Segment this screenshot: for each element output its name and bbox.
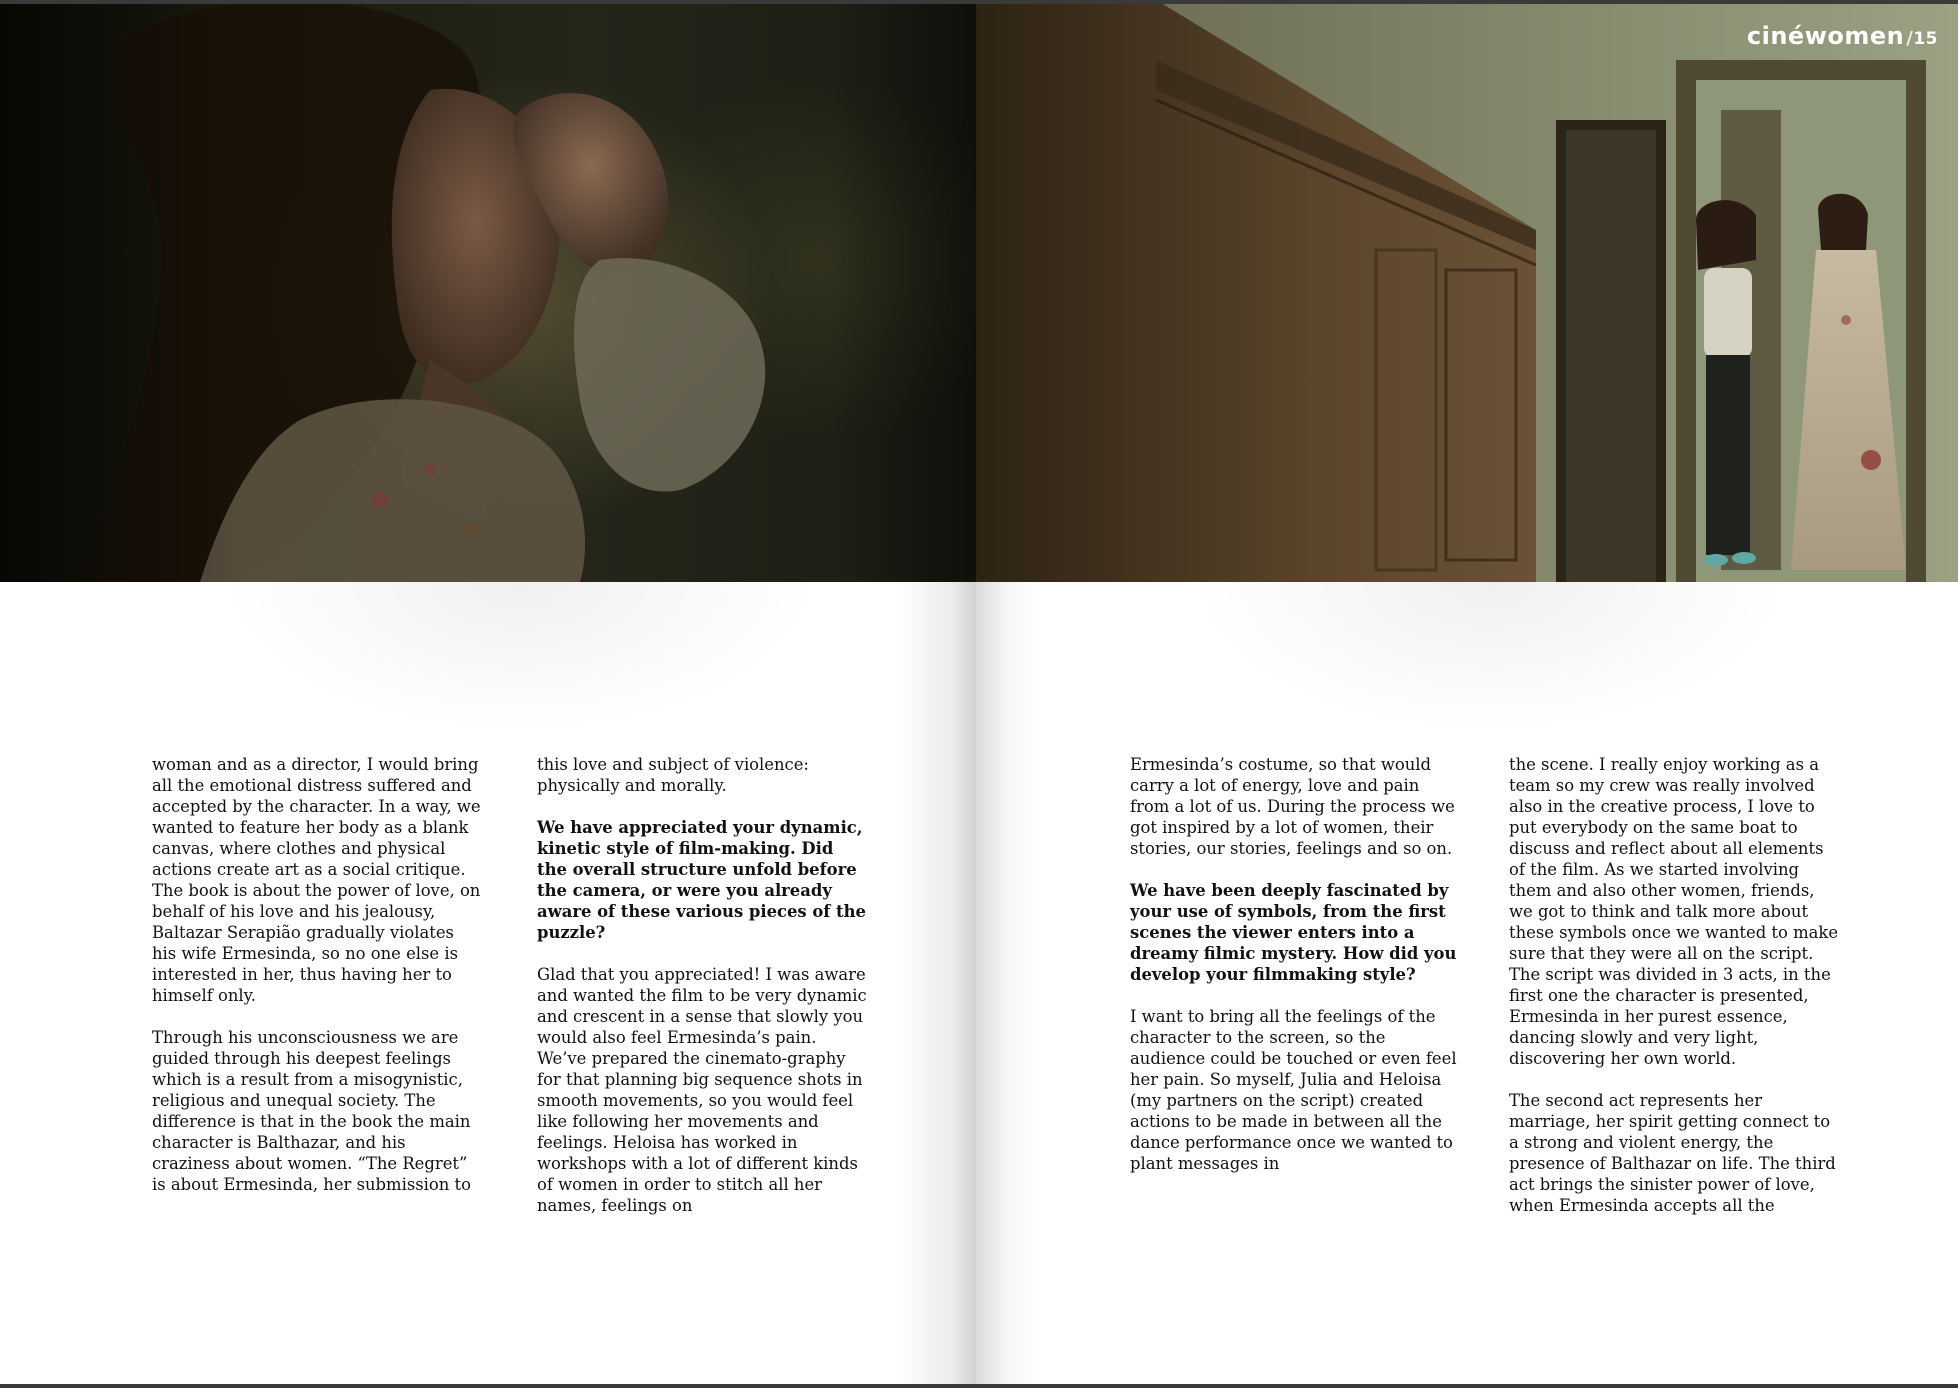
masthead — [1747, 22, 1938, 50]
photo-hallway-two-women-icon — [976, 0, 1958, 582]
gutter-shadow-left — [900, 582, 976, 1388]
page-number: 15 — [1913, 29, 1938, 49]
photo-left — [0, 0, 976, 582]
page-shading-left — [220, 582, 820, 732]
body-paragraph: the scene. I really enjoy working as a team so my crew was really involved also in the creative process, I love to put everybody on the same boat to discuss and reflect about all elements of the film. As we started involving them and also other women, friends, we got to think and talk more about these symbols once we wanted to make sure that they were all on the script. The script was divided in 3 acts, in the first one the character is presented, Ermesinda in her purest essence, dancing slowly and very light, discovering her own world. — [1509, 755, 1839, 1068]
bottom-edge — [0, 1384, 1958, 1388]
body-paragraph: The second act represents her marriage, her spirit getting connect to a strong and violent energy, the presence of Balthazar on life. The third act brings the sinister power of love, when Ermesinda accepts all the — [1509, 1091, 1836, 1215]
page-shading-right — [1190, 582, 1790, 732]
text-column-4 — [1509, 754, 1839, 1216]
interview-question: We have been deeply fascinated by your use of symbols, from the first scenes the viewer enters into a dreamy filmic mystery. How did you develop your filmmaking style? — [1130, 881, 1457, 984]
photo-right — [976, 0, 1958, 582]
gutter-shadow-right — [976, 582, 1036, 1388]
photo-woman-hand-on-forehead-icon — [0, 0, 976, 582]
text-column-3 — [1130, 754, 1460, 1174]
top-edge — [0, 0, 1958, 4]
masthead-separator: / — [1906, 28, 1914, 49]
body-paragraph: Ermesinda’s costume, so that would carry a lot of energy, love and pain from a lot of us. During the process we got inspired by a lot of women, their stories, our stories, feelings and so on. — [1130, 755, 1455, 858]
body-paragraph: this love and subject of violence: physically and morally. — [537, 755, 809, 795]
body-paragraph: woman and as a director, I would bring all the emotional distress suffered and accepted by the character. In a way, we wanted to feature her body as a blank canvas, where clothes and physical actions create art as a social critique. The book is about the power of love, on behalf of his love and his jealousy, Baltazar Serapião gradually violates his wife Ermesinda, so no one else is interested in her, thus having her to himself only. — [152, 755, 481, 1005]
body-paragraph: Glad that you appreciated! I was aware and wanted the film to be very dynamic and crescent in a sense that slowly you would also feel Ermesinda’s pain. We’ve prepared the cinemato-graphy for that planning big sequence shots in smooth movements, so you would feel like following her movements and feelings. Heloisa has worked in workshops with a lot of different kinds of women in order to stitch all her names, feelings on — [537, 965, 867, 1215]
body-paragraph: Through his unconsciousness we are guided through his deepest feelings which is a result from a misogynistic, religious and unequal society. The difference is that in the book the main character is Balthazar, and his craziness about women. “The Regret” is about Ermesinda, her submission to — [152, 1028, 471, 1194]
body-paragraph: I want to bring all the feelings of the character to the screen, so the audience could be touched or even feel her pain. So myself, Julia and Heloisa (my partners on the script) created actions to be made in between all the dance performance once we wanted to plant messages in — [1130, 1007, 1457, 1173]
text-column-2 — [537, 754, 867, 1216]
interview-question: We have appreciated your dynamic, kinetic style of film-making. Did the overall structure unfold before the camera, or were you already aware of these various pieces of the puzzle? — [537, 818, 866, 942]
masthead-brand: cinéwomen — [1746, 22, 1905, 50]
text-column-1 — [152, 754, 482, 1195]
